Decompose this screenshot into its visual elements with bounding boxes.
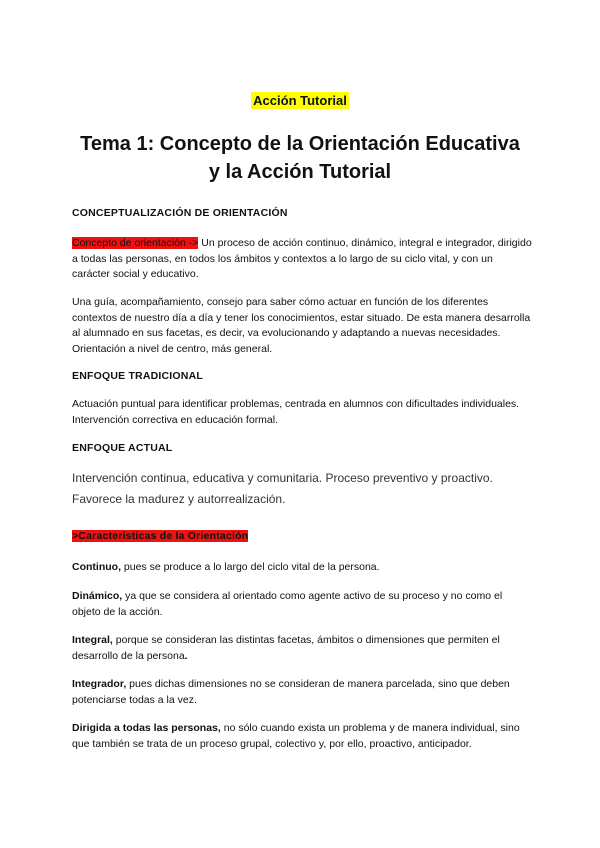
list-item	[72, 677, 532, 708]
header-tag-label: Acción Tutorial	[253, 93, 347, 108]
concept-highlight: Concepto de orientación ->	[72, 237, 199, 249]
actual-paragraph	[72, 468, 532, 510]
actual-line-1: Intervención continua, educativa y comunitaria. Proceso preventivo y proactivo.	[72, 471, 493, 485]
title-line-2: y la Acción Tutorial	[208, 161, 392, 183]
list-item	[72, 589, 532, 620]
list-item	[72, 560, 532, 576]
item-tail: .	[184, 649, 188, 662]
item-text: ya que se considera al orientado como agente activo de su proceso y no como el objeto de la acción.	[72, 590, 503, 618]
section-heading-conceptualizacion: CONCEPTUALIZACIÓN DE ORIENTACIÓN	[72, 207, 288, 219]
actual-line-2: Favorece la madurez y autorrealización.	[72, 492, 286, 506]
item-text: pues dichas dimensiones no se consideran de manera parcelada, sino que deben potenciarse todas a la vez.	[72, 678, 510, 706]
item-term: Dirigida a todas las personas,	[72, 722, 221, 734]
characteristics-highlight: >Características de la Orientación	[72, 530, 249, 542]
item-term: Continuo,	[72, 561, 121, 573]
concept-paragraph	[72, 236, 532, 283]
guide-paragraph: Una guía, acompañamiento, consejo para saber cómo actuar en función de los diferentes contextos de nuestro día a día y tener los conocimientos, estar situado. De esta manera desarrolla al alumnado en sus facetas, es decir, va evolucionando y adaptando a nuevas necesidades. Orientación a nivel de centro, más general.	[72, 296, 531, 355]
item-term: Integrador,	[72, 678, 127, 690]
page-title	[60, 130, 540, 186]
header-tag	[0, 92, 600, 110]
list-item	[72, 633, 532, 664]
item-term: Integral,	[72, 634, 113, 646]
list-item	[72, 721, 532, 752]
concept-text: Un proceso de acción continuo, dinámico, integral e integrador, dirigido a todas las personas, en todos los ámbitos y contextos a lo largo de su ciclo vital, y con un carácter social y educativo.	[72, 237, 532, 280]
item-term: Dinámico,	[72, 590, 123, 602]
section-heading-tradicional: ENFOQUE TRADICIONAL	[72, 370, 203, 382]
item-text: porque se consideran las distintas facetas, ámbitos o dimensiones que permiten el desarrollo de la persona	[72, 634, 500, 662]
item-text: pues se produce a lo largo del ciclo vital de la persona.	[120, 561, 380, 573]
item-text: no sólo cuando exista un problema y de manera individual, sino que también se trata de un proceso grupal, colectivo y, por ello, proactivo, anticipador.	[72, 722, 520, 750]
title-line-1: Tema 1: Concepto de la Orientación Educativa	[80, 133, 520, 155]
tradicional-paragraph: Actuación puntual para identificar problemas, centrada en alumnos con dificultades individuales. Intervención correctiva en educación formal.	[72, 398, 520, 426]
section-heading-actual: ENFOQUE ACTUAL	[72, 442, 173, 454]
characteristics-heading	[72, 529, 532, 545]
